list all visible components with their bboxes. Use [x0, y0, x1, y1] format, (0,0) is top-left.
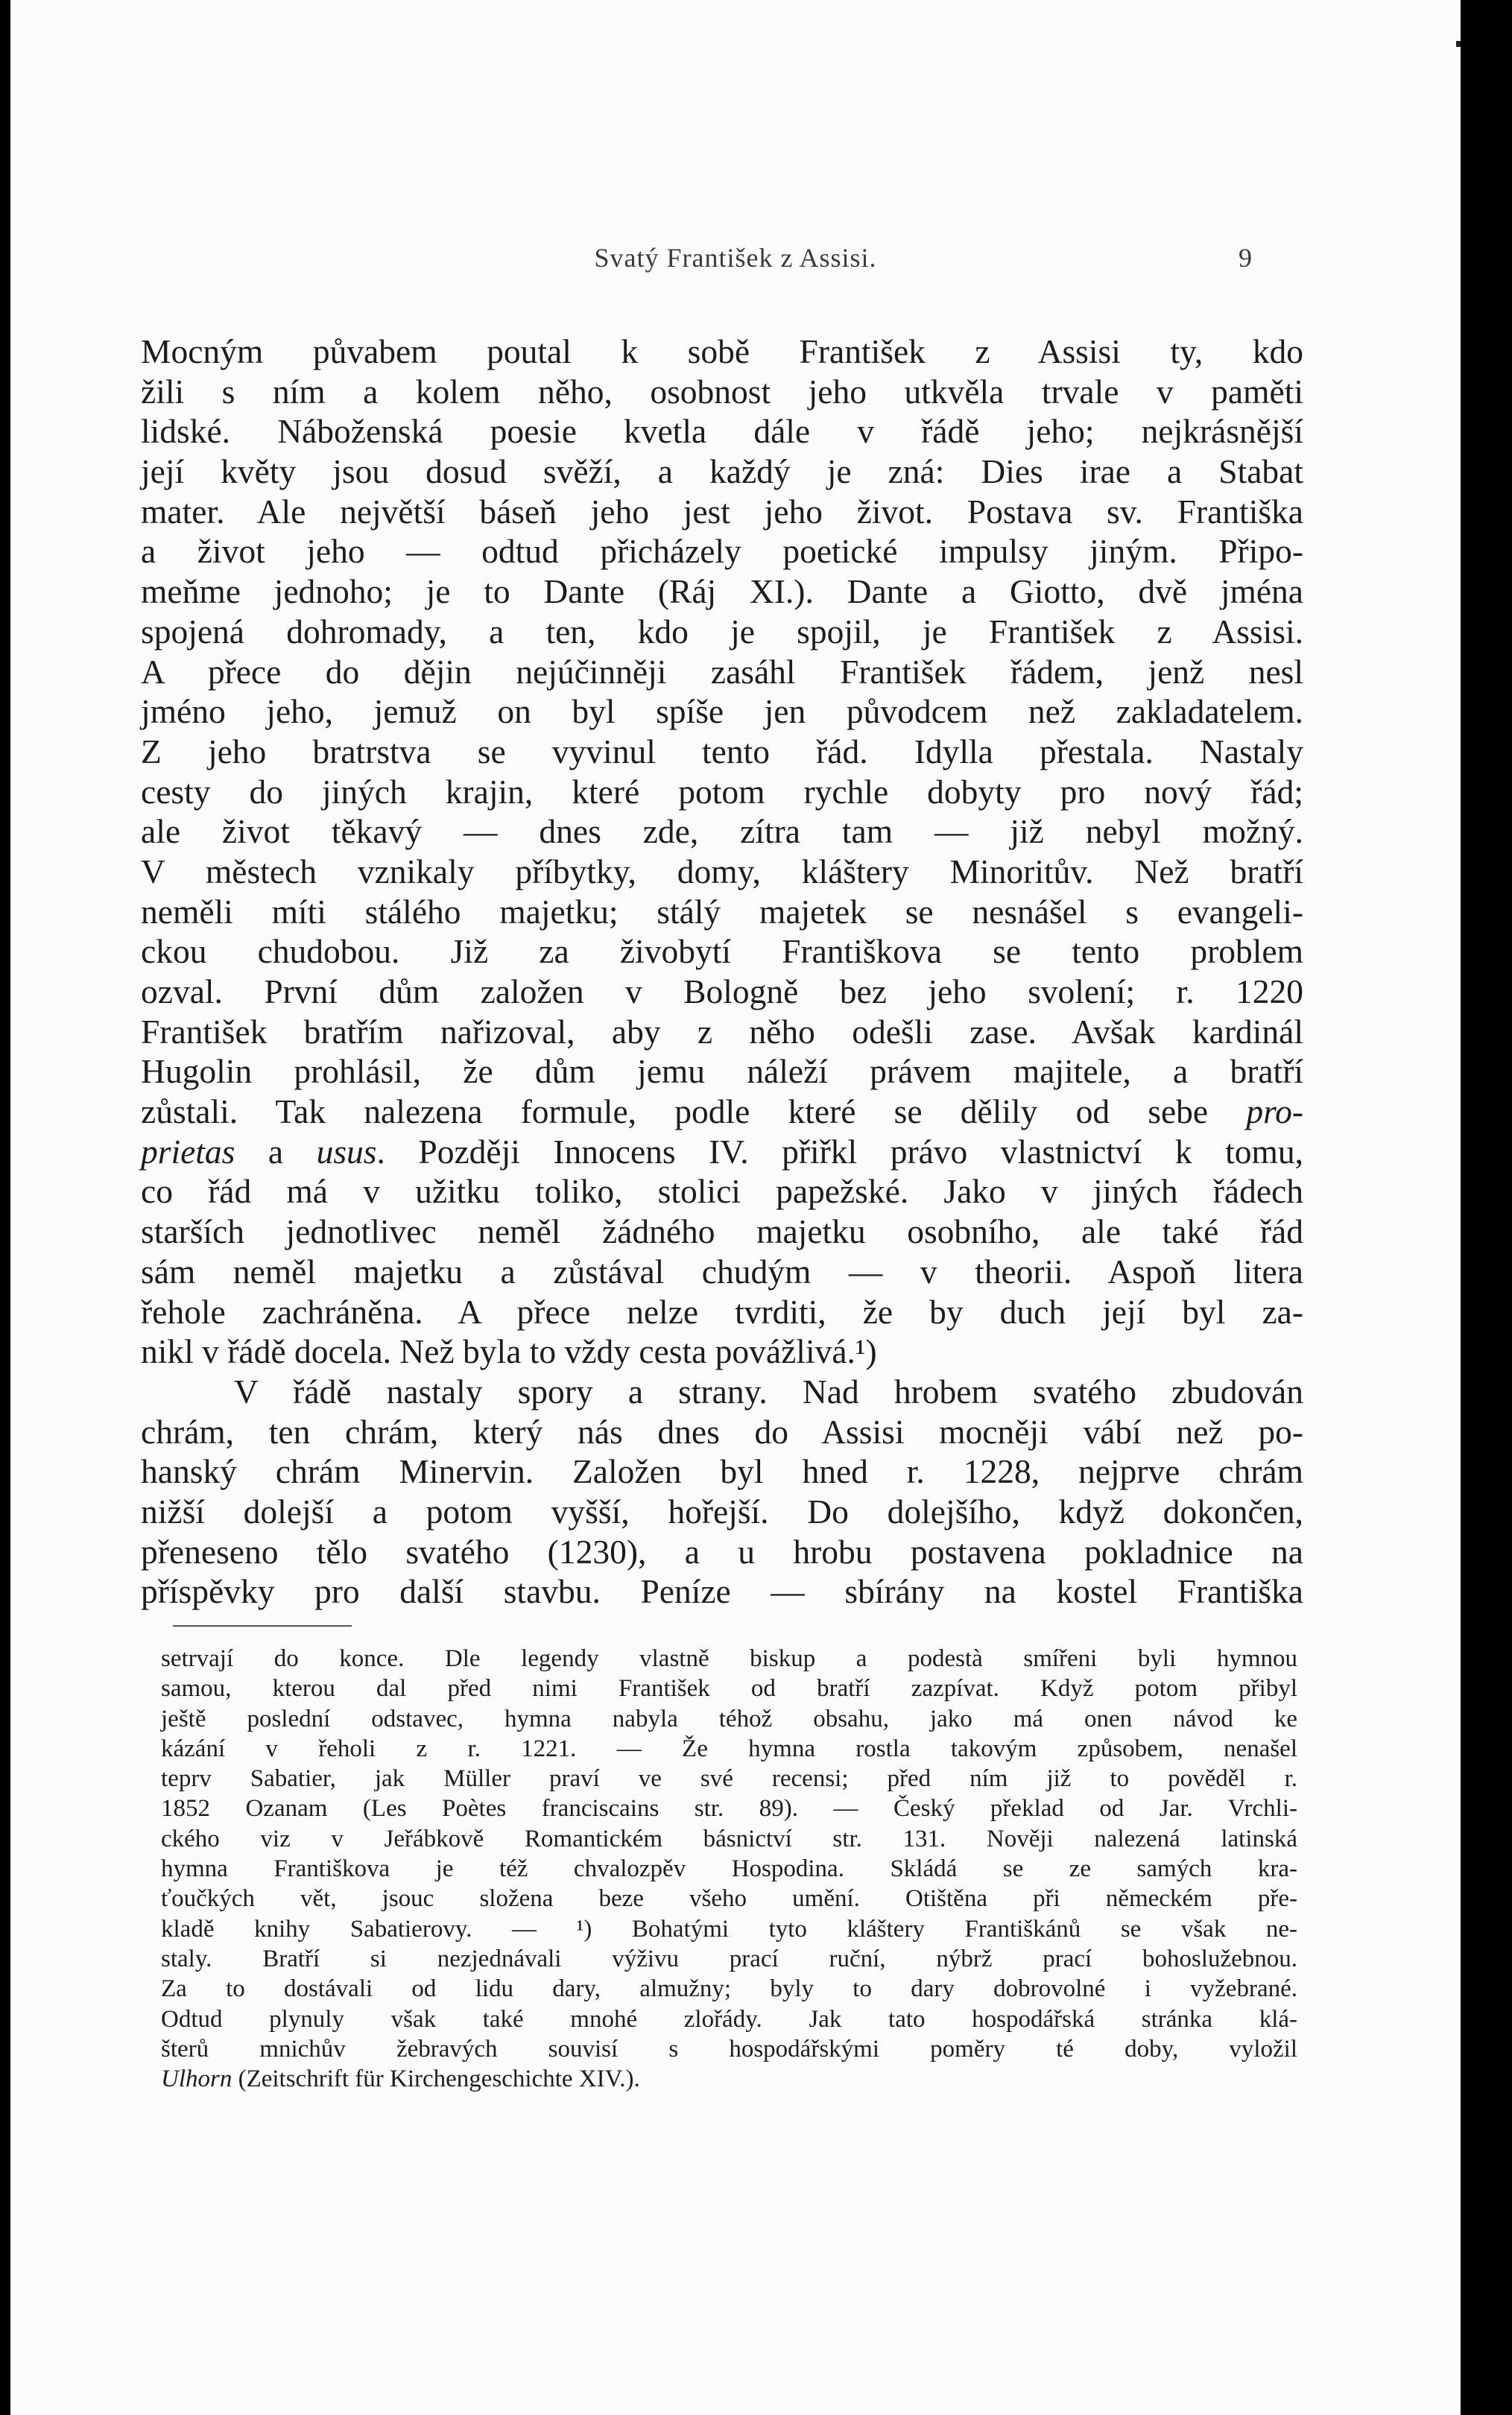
- footnotes: [161, 1644, 1297, 2094]
- italic-term: usus: [316, 1132, 377, 1171]
- footnote-line: ckého viz v Jeřábkově Romantickém básnictví str. 131. Nověji nalezená latinská: [161, 1825, 1297, 1852]
- text-line: ozval. První dům založen v Bologně bez jeho svolení; r. 1220: [141, 972, 1303, 1010]
- text-line: sám neměl majetku a zůstával chudým — v theorii. Aspoň litera: [141, 1252, 1303, 1291]
- footnote-line: kázání v řeholi z r. 1221. — Že hymna rostla takovým způsobem, nenašel: [161, 1735, 1297, 1762]
- footnote-line: hymna Františkova je též chvalozpěv Hospodina. Skládá se ze samých kra-: [161, 1855, 1297, 1883]
- text-line: ale život těkavý — dnes zde, zítra tam — již nebyl možný.: [141, 812, 1303, 851]
- italic-term: pro-: [1246, 1092, 1303, 1131]
- footnote-line: staly. Bratří si nezjednávali výživu prací ruční, nýbrž prací bohoslužebnou.: [161, 1945, 1297, 1972]
- text-line: meňme jednoho; je to Dante (Ráj XI.). Dante a Giotto, dvě jména: [141, 572, 1303, 611]
- footnote-tail: (Zeitschrift für Kirchengeschichte XIV.).: [238, 2066, 640, 2093]
- footnote-line: ťoučkých vět, jsouc složena beze všeho umění. Otištěna při německém pře-: [161, 1885, 1297, 1913]
- text-line: a život jeho — odtud přicházely poetické impulsy jiným. Připo-: [141, 532, 1303, 571]
- text-line: spojená dohromady, a ten, kdo je spojil, je František z Assisi.: [141, 612, 1303, 651]
- text-line: hanský chrám Minervin. Založen byl hned r. 1228, nejprve chrám: [141, 1452, 1303, 1491]
- footnote-line: setrvají do konce. Dle legendy vlastně biskup a podestà smířeni byli hymnou: [161, 1645, 1297, 1672]
- text-line: starších jednotlivec neměl žádného majetku osobního, ale také řád: [141, 1212, 1303, 1251]
- text-line-italic-pro: zůstali. Tak nalezena formule, podle které se dělily od sebe pro-: [141, 1092, 1303, 1131]
- text-line: příspěvky pro další stavbu. Peníze — sbírány na kostel Františka: [141, 1572, 1303, 1611]
- text-line-italic-usus: prietas a usus. Později Innocens IV. přiřkl právo vlastnictví k tomu,: [141, 1132, 1303, 1171]
- text-line: neměli míti stálého majetku; stálý majetek se nesnášel s evangeli-: [141, 892, 1303, 931]
- text-line: přeneseno tělo svatého (1230), a u hrobu postavena pokladnice na: [141, 1532, 1303, 1571]
- author-name-italic: Ulhorn: [161, 2066, 233, 2093]
- footnote-line: ještě poslední odstavec, hymna nabyla téhož obsahu, jako má onen návod ke: [161, 1705, 1297, 1732]
- text-line: ckou chudobou. Již za živobytí Františkova se tento problem: [141, 932, 1303, 971]
- footnote-line: samou, kterou dal před nimi František od bratří zazpívat. Když potom přibyl: [161, 1675, 1297, 1703]
- text-line: řehole zachráněna. A přece nelze tvrditi, že by duch její byl za-: [141, 1292, 1303, 1331]
- footnote-line-last: [161, 2064, 1297, 2094]
- text-line: lidské. Náboženská poesie kvetla dále v řádě jeho; nejkrásnější: [141, 412, 1303, 451]
- book-page: [10, 0, 1461, 2415]
- footnote-rule: [173, 1625, 352, 1627]
- text-line: cesty do jiných krajin, které potom rychle dobyty pro nový řád;: [141, 772, 1303, 811]
- footnote-line: Odtud plynuly však také mnohé zlořády. Jak tato hospodářská stránka klá-: [161, 2005, 1297, 2033]
- text-line: Hugolin prohlásil, že dům jemu náleží právem majitele, a bratří: [141, 1052, 1303, 1091]
- text-line: mater. Ale největší báseň jeho jest jeho život. Postava sv. Františka: [141, 492, 1303, 531]
- text-line-paragraph-start: V řádě nastaly spory a strany. Nad hrobem svatého zbudován: [234, 1372, 1303, 1411]
- text-line: její květy jsou dosud svěží, a každý je zná: Dies irae a Stabat: [141, 452, 1303, 491]
- text-line: jméno jeho, jemuž on byl spíše jen původcem než zakladatelem.: [141, 692, 1303, 731]
- running-title: Svatý František z Assisi.: [594, 243, 877, 273]
- footnote-line: 1852 Ozanam (Les Poètes franciscains str. 89). — Český překlad od Jar. Vrchli-: [161, 1795, 1297, 1823]
- footnote-line: Za to dostávali od lidu dary, almužny; byly to dary dobrovolné i vyžebrané.: [161, 1975, 1297, 2003]
- text-line: nižší dolejší a potom vyšší, hořejší. Do dolejšího, když dokončen,: [141, 1492, 1303, 1531]
- text-line: Z jeho bratrstva se vyvinul tento řád. Idylla přestala. Nastaly: [141, 732, 1303, 770]
- text-line: žili s ním a kolem něho, osobnost jeho utkvěla trvale v paměti: [141, 372, 1303, 411]
- text-line: nikl v řádě docela. Než byla to vždy cesta povážlivá.¹): [141, 1332, 877, 1371]
- text-line: František bratřím nařizoval, aby z něho odešli zase. Avšak kardinál: [141, 1012, 1303, 1051]
- text-line: V městech vznikaly příbytky, domy, kláštery Minoritův. Než bratří: [141, 852, 1303, 890]
- text-line: A přece do dějin nejúčinněji zasáhl František řádem, jenž nesl: [141, 652, 1303, 691]
- footnote-line: kladě knihy Sabatierovy. — ¹) Bohatými tyto kláštery Františkánů se však ne-: [161, 1915, 1297, 1943]
- footnote-line: šterů mnichův žebravých souvisí s hospodářskými poměry té doby, vyložil: [161, 2035, 1297, 2063]
- text-line: Mocným půvabem poutal k sobě František z Assisi ty, kdo: [141, 332, 1303, 370]
- scan-speck: [1456, 41, 1461, 47]
- text-line: co řád má v užitku toliko, stolici papežské. Jako v jiných řádech: [141, 1172, 1303, 1211]
- italic-term: prietas: [141, 1132, 235, 1171]
- footnote-line: teprv Sabatier, jak Müller praví ve své recensi; před ním již to pověděl r.: [161, 1765, 1297, 1793]
- main-text: [141, 332, 1303, 1612]
- text-line: chrám, ten chrám, který nás dnes do Assisi mocněji vábí než po-: [141, 1412, 1303, 1451]
- page-header: [10, 242, 1461, 287]
- page-number: 9: [1239, 243, 1253, 273]
